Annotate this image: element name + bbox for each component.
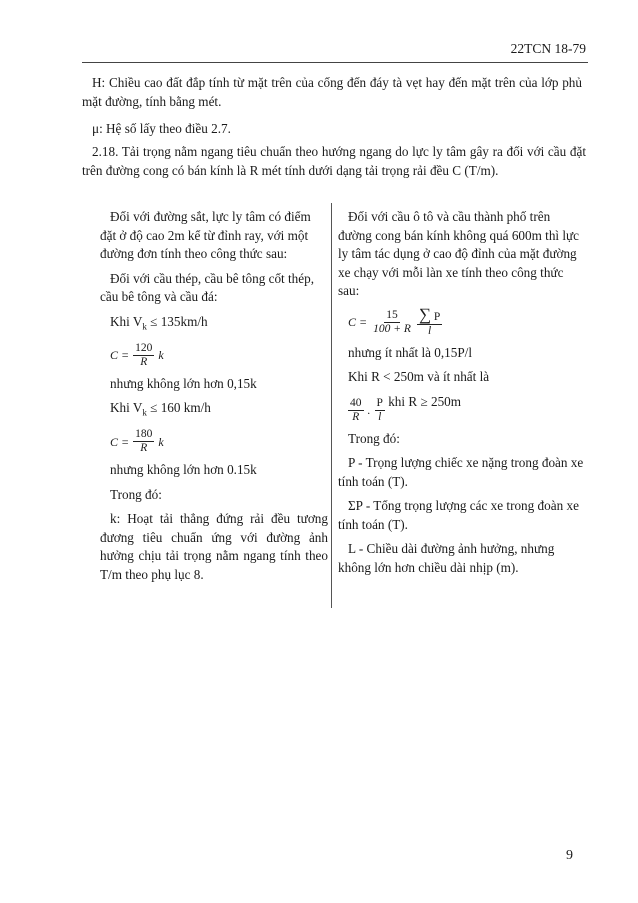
limit-1: nhưng không lớn hơn 0,15k	[110, 375, 257, 391]
column-divider	[331, 203, 332, 608]
right-column	[338, 208, 586, 583]
formula-1-fraction: $\frac{120}{R}$	[135, 341, 153, 368]
k-definition: k: Hoạt tải thẳng đứng rải đều tương đương tiêu chuẩn ứng với đường ảnh hưởng chịu tải trọng nằm ngang tính theo T/m theo phụ lục 8.	[100, 511, 328, 582]
sum-p-definition: ΣP - Tổng trọng lượng các xe trong đoàn xe tính toán (T).	[338, 498, 579, 532]
minimum-1: nhưng ít nhất là 0,15P/l	[348, 344, 472, 360]
l-definition: L - Chiều dài đường ảnh hưởng, nhưng không lớn hơn chiều dài nhịp (m).	[338, 541, 555, 575]
formula-minimum-fraction-1: $\frac{40}{R}$	[350, 396, 362, 423]
limit-2: nhưng không lớn hơn 0.15k	[110, 462, 257, 478]
formula-2-fraction: $\frac{180}{R}$	[135, 428, 153, 455]
left-column	[100, 208, 328, 590]
formula-1: C = $\frac{120}{R}$ k	[110, 341, 164, 368]
radius-condition: Khi R < 250m và ít nhất là	[348, 369, 490, 384]
where-label-right: Trong đó:	[348, 430, 400, 446]
formula-road: C = $\frac{15}{100 + R}$ $\frac{\sum P}{l}$	[348, 304, 441, 337]
formula-road-fraction-2: $\frac{\sum P}{l}$	[418, 304, 441, 337]
where-label-left: Trong đó:	[110, 486, 162, 502]
p-definition: P - Trọng lượng chiếc xe nặng trong đoàn xe tính toán (T).	[338, 455, 584, 489]
formula-minimum: $\frac{40}{R}$ . $\frac{P}{l}$ khi R ≥ 250m	[350, 393, 462, 423]
h-definition: H: Chiều cao đất đắp tính từ mặt trên của cống đến đáy tà vẹt hay đến mặt trên của lớp phủ mặt đường, tính bằng mét.	[82, 75, 582, 109]
road-bridge-intro: Đối với cầu ô tô và cầu thành phố trên đường cong bán kính không quá 600m thì lực ly tâm tác dụng ở cao độ đỉnh của mặt đường xe chạy với mỗi làn xe tính theo công thức sau:	[338, 209, 580, 298]
speed-condition-2: Khi $V_k \le 160$ km/h	[110, 400, 211, 418]
page-number: 9	[566, 848, 573, 863]
formula-2: C = $\frac{180}{R}$ k	[110, 428, 164, 455]
page-header	[82, 38, 588, 63]
railway-intro: Đối với đường sắt, lực ly tâm có điểm đặt ở độ cao 2m kể từ đỉnh ray, với một đường đơn tính theo công thức sau:	[100, 209, 311, 261]
mu-definition: μ: Hệ số lấy theo điều 2.7.	[92, 121, 231, 136]
section-2-18: 2.18. Tải trọng nằm ngang tiêu chuẩn theo hướng ngang do lực ly tâm gây ra đối với cầu đặt trên đường cong có bán kính là R mét tính dưới dạng tải trọng rải đều C (T/m).	[82, 144, 586, 178]
bridge-types: Đối với cầu thép, cầu bê tông cốt thép, cầu bê tông và cầu đá:	[100, 270, 314, 304]
formula-minimum-fraction-2: $\frac{P}{l}$	[376, 396, 383, 423]
speed-condition-1: Khi $V_k \le 135km/h$	[110, 313, 208, 332]
standard-code: 22TCN 18-79	[510, 41, 586, 56]
formula-road-fraction-1: $\frac{15}{100 + R}$	[373, 308, 411, 335]
